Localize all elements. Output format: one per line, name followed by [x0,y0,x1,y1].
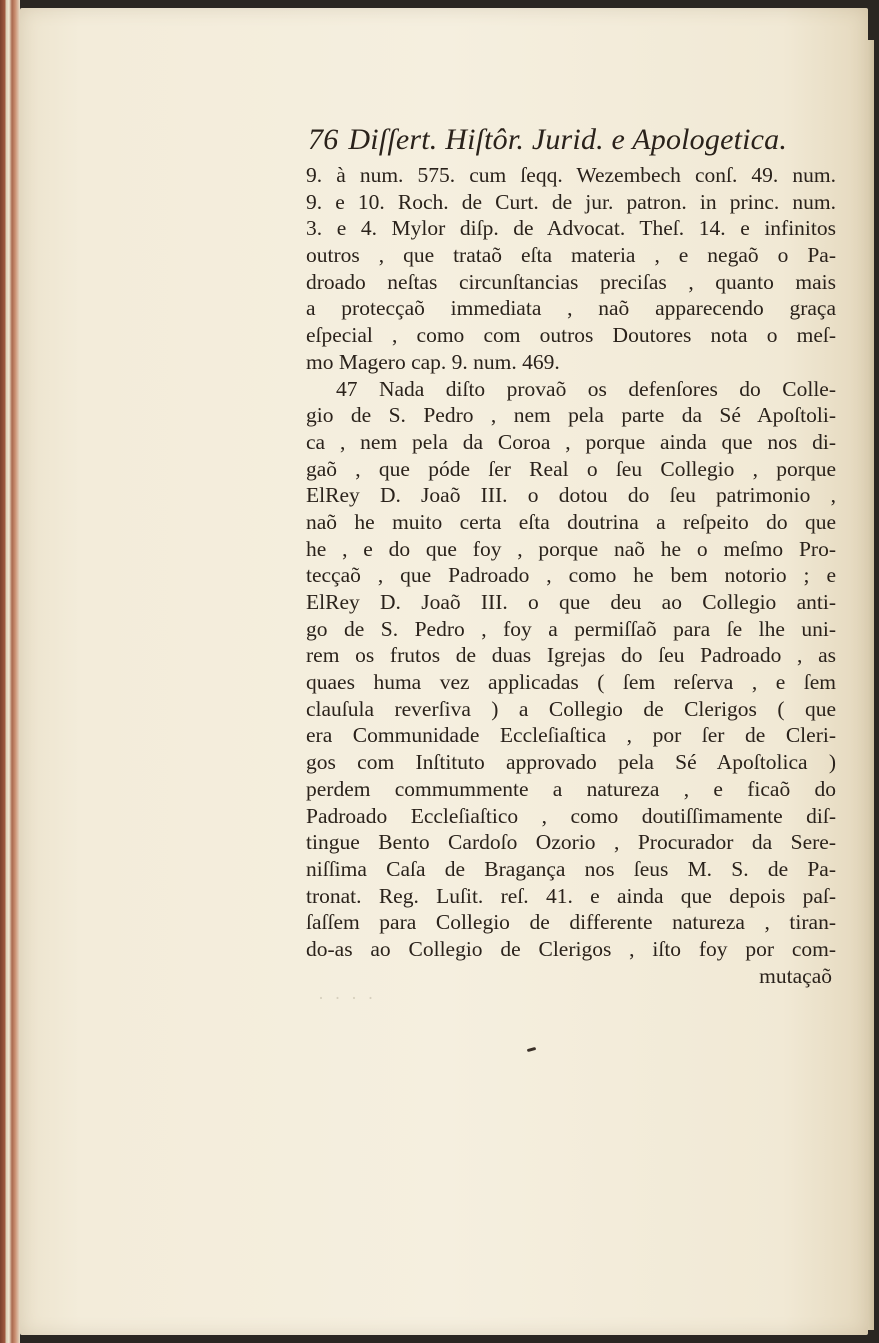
text-line: tecçaõ , que Padroado , como he bem notorio ; e [306,563,836,588]
text-line: clauſula reverſiva ) a Collegio de Clerigos ( que [306,696,836,721]
text-line: ſaſſem para Collegio de differente natureza , tiran- [306,910,836,935]
text-line: tingue Bento Cardoſo Ozorio , Procurador da Sere- [306,830,836,855]
text-line: a protecçaõ immediata , naõ apparecendo graça [306,296,836,321]
text-line: ElRey D. Joaõ III. o dotou do ſeu patrimonio , [306,483,836,508]
body-text [306,162,836,963]
text-line: gaõ , que póde ſer Real o ſeu Collegio , porque [306,456,836,481]
text-line: he , e do que foy , porque naõ he o meſmo Pro- [306,536,836,561]
text-line: quaes huma vez applicadas ( ſem reſerva , e ſem [306,670,836,695]
page-text-block [306,120,836,989]
show-through-text: · · · · [318,988,377,1008]
text-line: gio de S. Pedro , nem pela parte da Sé Apoſtoli- [306,403,836,428]
text-line: mo Magero cap. 9. num. 469. [306,349,560,374]
running-head [308,120,836,162]
text-line: Padroado Eccleſiaſtico , como doutiſſimamente diſ- [306,803,836,828]
text-line: ElRey D. Joaõ III. o que deu ao Collegio anti- [306,590,836,614]
catchword: mutaçaõ [759,963,832,988]
text-line: naõ he muito certa eſta doutrina a reſpeito do que [306,509,836,534]
text-line: 3. e 4. Mylor diſp. de Advocat. Theſ. 14. e infinitos [306,216,836,241]
text-line: do-as ao Collegio de Clerigos , iſto foy por com- [306,936,836,961]
text-line: 9. e 10. Roch. de Curt. de jur. patron. in princ. num. [306,189,836,214]
text-line: gos com Inſtituto approvado pela Sé Apoſtolica ) [306,750,836,775]
text-line: niſſima Caſa de Bragança nos ſeus M. S. de Pa- [306,856,836,881]
text-line: rem os frutos de duas Igrejas do ſeu Padroado , as [306,643,836,668]
text-line: tronat. Reg. Luſit. reſ. 41. e ainda que depois paſ- [306,883,836,908]
book-binding-edge [0,0,20,1343]
text-line: perdem commummente a natureza , e ficaõ do [306,776,836,801]
text-line: droado neſtas circunſtancias preciſas , quanto mais [306,269,836,294]
text-line: era Communidade Eccleſiaſtica , por ſer de Cleri- [306,723,836,748]
paragraph-start-line: 47 Nada diſto provaõ os defenſores do Colle- [336,376,836,401]
running-head-title: Diſſert. Hiſtôr. Jurid. e Apologetica. [348,123,788,156]
text-line: go de S. Pedro , foy a permiſſaõ para ſe lhe uni- [306,616,836,641]
text-line: outros , que trataõ eſta materia , e negaõ o Pa- [306,243,836,268]
text-line: 9. à num. 575. cum ſeqq. Wezembech conſ. 49. num. [306,163,836,187]
page-number: 76 [308,123,339,156]
text-line: eſpecial , como com outros Doutores nota o meſ- [306,323,836,348]
text-line: ca , nem pela da Coroa , porque ainda que nos di- [306,429,836,454]
